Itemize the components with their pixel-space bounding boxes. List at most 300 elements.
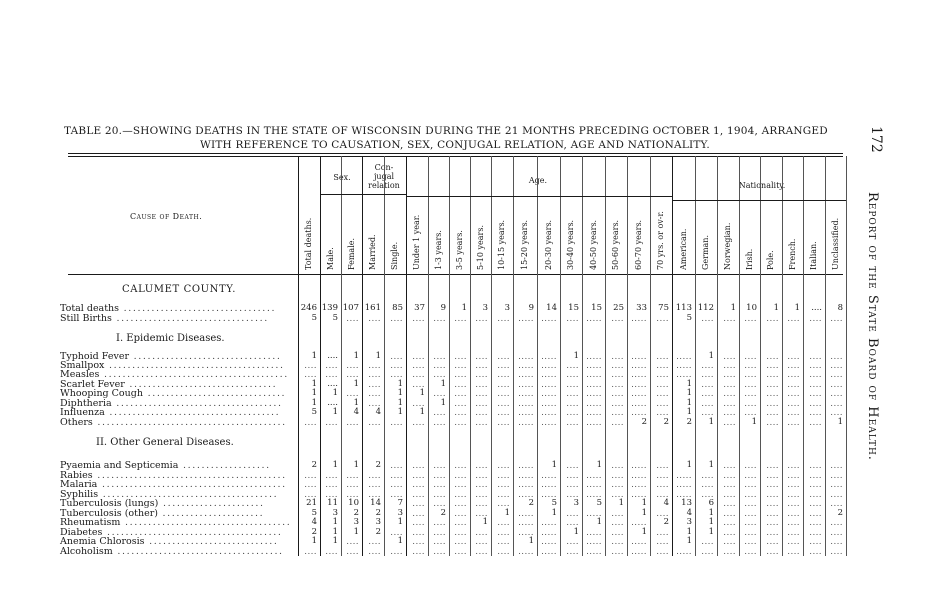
- header-rule-top2: [68, 156, 843, 157]
- empty-cell: ....: [656, 399, 669, 408]
- empty-cell: ....: [809, 314, 822, 323]
- empty-cell: ....: [433, 537, 446, 546]
- empty-cell: ....: [723, 380, 736, 389]
- column-header: 10-15 years.: [497, 219, 506, 270]
- empty-cell: ....: [611, 509, 624, 518]
- empty-cell: .....: [631, 537, 647, 546]
- row-label-text: Scarlet Fever: [60, 379, 125, 390]
- empty-cell: .....: [586, 408, 602, 417]
- row-label-text: Smallpox: [60, 360, 105, 371]
- empty-cell: ....: [766, 537, 779, 546]
- table-cell: 1: [397, 407, 403, 417]
- empty-cell: .....: [518, 471, 534, 480]
- empty-cell: ....: [368, 389, 381, 398]
- empty-cell: ....: [566, 537, 579, 546]
- empty-cell: ....: [475, 389, 488, 398]
- empty-cell: .....: [586, 314, 602, 323]
- age-group-header: Age.: [528, 176, 548, 185]
- empty-cell: ....: [809, 471, 822, 480]
- empty-cell: ....: [497, 461, 510, 470]
- empty-cell: ....: [497, 547, 510, 556]
- conjugal-group-header: Con- jugal relation: [368, 163, 400, 190]
- empty-cell: .....: [631, 480, 647, 489]
- empty-cell: ....: [830, 361, 843, 370]
- table-title-line1: TABLE 20.—SHOWING DEATHS IN THE STATE OF WISCONSIN DURING THE 21 MONTHS PRECEDING OCTOBER 1, 1904, ARRANGED: [64, 125, 828, 137]
- table-cell: 1: [686, 407, 692, 417]
- empty-cell: ....: [566, 490, 579, 499]
- empty-cell: ....: [656, 370, 669, 379]
- table-cell: 1: [397, 388, 403, 398]
- empty-cell: ....: [325, 361, 338, 370]
- table-cell: 5: [551, 498, 557, 508]
- table-cell: 11: [327, 498, 338, 508]
- empty-cell: ....: [346, 547, 359, 556]
- table-cell: ....: [327, 351, 338, 361]
- empty-cell: .....: [631, 389, 647, 398]
- row-label-text: Tuberculosis (other): [60, 508, 158, 519]
- column-header: Male.: [325, 247, 335, 270]
- empty-cell: ....: [830, 314, 843, 323]
- empty-cell: .....: [586, 537, 602, 546]
- column-header: Pole.: [766, 250, 775, 270]
- leader-dots: ......................: [158, 498, 265, 509]
- empty-cell: ....: [744, 490, 757, 499]
- leader-dots: ......................................: [98, 489, 279, 500]
- column-header: Irish.: [744, 248, 754, 270]
- empty-cell: .....: [518, 389, 534, 398]
- empty-cell: ....: [611, 471, 624, 480]
- empty-cell: ....: [433, 361, 446, 370]
- empty-cell: ....: [368, 314, 381, 323]
- empty-cell: ....: [766, 370, 779, 379]
- empty-cell: ....: [809, 537, 822, 546]
- table-cell: 1: [397, 536, 403, 546]
- empty-cell: ....: [656, 537, 669, 546]
- column-header: Married.: [368, 234, 377, 270]
- row-label-text: Diabetes: [60, 527, 103, 538]
- empty-cell: ....: [656, 361, 669, 370]
- column-header: 50-60 years.: [611, 219, 620, 270]
- empty-cell: .....: [541, 537, 557, 546]
- empty-cell: ....: [611, 480, 624, 489]
- empty-cell: ....: [701, 389, 714, 398]
- empty-cell: ....: [325, 471, 338, 480]
- empty-cell: ....: [475, 314, 488, 323]
- column-header: Italian.: [809, 241, 818, 270]
- column-header: German.: [701, 235, 710, 270]
- empty-cell: ....: [744, 408, 757, 417]
- empty-cell: ....: [475, 528, 488, 537]
- empty-cell: ....: [701, 480, 714, 489]
- column-header: American.: [678, 228, 688, 270]
- empty-cell: ....: [744, 361, 757, 370]
- table-cell: 2: [528, 498, 534, 508]
- empty-cell: ....: [368, 537, 381, 546]
- empty-cell: .....: [518, 509, 534, 518]
- row-label-text: Whooping Cough: [60, 388, 143, 399]
- empty-cell: ....: [809, 380, 822, 389]
- table-cell: 1: [375, 351, 381, 361]
- empty-cell: ....: [390, 352, 403, 361]
- empty-cell: ....: [744, 380, 757, 389]
- table-cell: 1: [419, 388, 425, 398]
- empty-cell: ....: [787, 389, 800, 398]
- empty-cell: ....: [304, 490, 317, 499]
- table-cell: 7: [397, 498, 403, 508]
- column-header: 20-30 years.: [543, 219, 553, 270]
- table-cell: 1: [596, 517, 602, 527]
- column-header: French.: [787, 238, 797, 270]
- empty-cell: ....: [787, 361, 800, 370]
- table-cell: ....: [327, 398, 338, 408]
- empty-cell: ....: [723, 518, 736, 527]
- empty-cell: ....: [433, 408, 446, 417]
- cause-of-death-header: Cause of Death.: [130, 212, 203, 221]
- empty-cell: ....: [830, 547, 843, 556]
- row-label-text: Rabies: [60, 470, 93, 481]
- sex-group-header: Sex.: [333, 173, 351, 182]
- empty-cell: ....: [368, 399, 381, 408]
- table-cell: 161: [364, 303, 381, 313]
- table-cell: 1: [573, 527, 579, 537]
- empty-cell: .....: [676, 352, 692, 361]
- empty-cell: ....: [412, 418, 425, 427]
- empty-cell: .....: [518, 480, 534, 489]
- empty-cell: .....: [541, 380, 557, 389]
- leader-dots: ....................................: [111, 398, 283, 409]
- table-cell: 33: [636, 303, 647, 313]
- empty-cell: ....: [475, 490, 488, 499]
- group-rule: [406, 196, 672, 197]
- table-title-line2: WITH REFERENCE TO CAUSATION, SEX, CONJUGAL RELATION, AGE AND NATIONALITY.: [200, 139, 710, 151]
- empty-cell: .....: [676, 490, 692, 499]
- empty-cell: .....: [586, 370, 602, 379]
- table-cell: 2: [686, 417, 692, 427]
- table-cell: 1: [311, 351, 317, 361]
- empty-cell: ....: [497, 370, 510, 379]
- empty-cell: ....: [390, 480, 403, 489]
- empty-cell: ....: [454, 361, 467, 370]
- empty-cell: ....: [809, 399, 822, 408]
- empty-cell: ....: [433, 418, 446, 427]
- column-header: Single.: [390, 241, 399, 270]
- empty-cell: ....: [766, 499, 779, 508]
- empty-cell: ....: [454, 528, 467, 537]
- empty-cell: .....: [586, 399, 602, 408]
- table-cell: 1: [837, 417, 843, 427]
- empty-cell: ....: [744, 518, 757, 527]
- empty-cell: .....: [631, 314, 647, 323]
- column-header: Under 1 year.: [412, 214, 421, 270]
- empty-cell: .....: [518, 352, 534, 361]
- table-cell: 1: [686, 388, 692, 398]
- empty-cell: ....: [475, 361, 488, 370]
- empty-cell: .....: [541, 408, 557, 417]
- table-cell: 4: [311, 517, 317, 527]
- empty-cell: ....: [497, 528, 510, 537]
- leader-dots: ........................................: [99, 369, 289, 380]
- table-cell: 2: [641, 417, 647, 427]
- table-cell: 1: [440, 379, 446, 389]
- leader-dots: .........................................: [92, 470, 287, 481]
- column-header: Unclassified.: [830, 217, 840, 270]
- table-cell: 1: [686, 398, 692, 408]
- empty-cell: ....: [454, 471, 467, 480]
- table-cell: 3: [573, 498, 579, 508]
- empty-cell: .....: [676, 480, 692, 489]
- table-cell: 1: [528, 536, 534, 546]
- header-rule-top: [68, 153, 843, 154]
- leader-dots: .....................................: [104, 407, 281, 418]
- table-cell: 1: [332, 536, 338, 546]
- table-cell: 1: [311, 379, 317, 389]
- section-epidemic: I. Epidemic Diseases.: [116, 333, 225, 344]
- leader-dots: ................................: [124, 379, 278, 390]
- empty-cell: .....: [541, 418, 557, 427]
- empty-cell: ....: [497, 380, 510, 389]
- empty-cell: ....: [787, 499, 800, 508]
- section-general: II. Other General Diseases.: [96, 437, 234, 448]
- empty-cell: .....: [631, 370, 647, 379]
- empty-cell: ....: [830, 537, 843, 546]
- table-cell: ....: [327, 379, 338, 389]
- table-cell: 3: [332, 508, 338, 518]
- empty-cell: ....: [566, 380, 579, 389]
- column-header: Total deaths.: [304, 217, 313, 270]
- empty-cell: ....: [744, 399, 757, 408]
- table-cell: 2: [375, 527, 381, 537]
- table-cell: 1: [708, 351, 714, 361]
- empty-cell: ....: [809, 490, 822, 499]
- table-cell: 1: [641, 508, 647, 518]
- empty-cell: ....: [723, 314, 736, 323]
- empty-cell: ....: [390, 361, 403, 370]
- empty-cell: ....: [701, 361, 714, 370]
- leader-dots: .................................: [119, 303, 277, 314]
- empty-cell: ....: [723, 480, 736, 489]
- empty-cell: ....: [611, 537, 624, 546]
- row-label: [60, 518, 291, 527]
- empty-cell: ....: [766, 490, 779, 499]
- table-cell: 8: [837, 303, 843, 313]
- empty-cell: ....: [744, 499, 757, 508]
- empty-cell: ....: [566, 399, 579, 408]
- empty-cell: ....: [566, 461, 579, 470]
- empty-cell: ....: [412, 461, 425, 470]
- empty-cell: ....: [744, 480, 757, 489]
- empty-cell: ....: [454, 518, 467, 527]
- empty-cell: ....: [723, 490, 736, 499]
- empty-cell: ....: [433, 461, 446, 470]
- empty-cell: ....: [787, 547, 800, 556]
- empty-cell: ....: [656, 461, 669, 470]
- row-label: [60, 314, 269, 323]
- empty-cell: ....: [454, 490, 467, 499]
- empty-cell: ....: [346, 490, 359, 499]
- empty-cell: ....: [766, 408, 779, 417]
- group-rule: [320, 194, 406, 195]
- empty-cell: ....: [809, 547, 822, 556]
- empty-cell: .....: [518, 408, 534, 417]
- table-cell: 1: [730, 303, 736, 313]
- empty-cell: ....: [454, 389, 467, 398]
- empty-cell: ....: [787, 370, 800, 379]
- empty-cell: .....: [631, 361, 647, 370]
- table-cell: 139: [321, 303, 338, 313]
- empty-cell: ....: [744, 471, 757, 480]
- table-cell: 1: [573, 351, 579, 361]
- empty-cell: ....: [723, 389, 736, 398]
- empty-cell: ....: [611, 361, 624, 370]
- table-cell: 4: [686, 508, 692, 518]
- table-cell: 1: [311, 536, 317, 546]
- empty-cell: ....: [368, 471, 381, 480]
- empty-cell: ....: [325, 370, 338, 379]
- empty-cell: ....: [566, 389, 579, 398]
- empty-cell: ....: [433, 547, 446, 556]
- empty-cell: ....: [611, 389, 624, 398]
- empty-cell: .....: [541, 518, 557, 527]
- empty-cell: ....: [656, 480, 669, 489]
- empty-cell: ....: [723, 352, 736, 361]
- empty-cell: .....: [586, 490, 602, 499]
- empty-cell: ....: [744, 461, 757, 470]
- empty-cell: .....: [631, 471, 647, 480]
- table-cell: 107: [342, 303, 359, 313]
- empty-cell: .....: [518, 361, 534, 370]
- empty-cell: ....: [368, 370, 381, 379]
- empty-cell: ....: [566, 547, 579, 556]
- table-cell: 2: [440, 508, 446, 518]
- empty-cell: ....: [830, 461, 843, 470]
- column-header: 30-40 years.: [566, 219, 575, 270]
- leader-dots: ....................................: [120, 517, 292, 528]
- empty-cell: ....: [766, 509, 779, 518]
- empty-cell: ....: [433, 490, 446, 499]
- empty-cell: ....: [611, 314, 624, 323]
- empty-cell: ....: [475, 380, 488, 389]
- empty-cell: .....: [676, 361, 692, 370]
- empty-cell: .....: [518, 370, 534, 379]
- empty-cell: ....: [701, 537, 714, 546]
- table-cell: 112: [697, 303, 714, 313]
- empty-cell: ....: [723, 528, 736, 537]
- empty-cell: ....: [497, 471, 510, 480]
- empty-cell: ....: [346, 314, 359, 323]
- empty-cell: ....: [809, 499, 822, 508]
- empty-cell: .....: [541, 490, 557, 499]
- empty-cell: ....: [809, 370, 822, 379]
- empty-cell: ....: [723, 370, 736, 379]
- empty-cell: ....: [454, 537, 467, 546]
- empty-cell: ....: [701, 399, 714, 408]
- row-label-text: Pyaemia and Septicemia: [60, 460, 179, 471]
- empty-cell: ....: [656, 490, 669, 499]
- empty-cell: ....: [656, 509, 669, 518]
- table-cell: 3: [482, 303, 488, 313]
- empty-cell: ....: [566, 509, 579, 518]
- empty-cell: .....: [586, 528, 602, 537]
- empty-cell: ....: [723, 461, 736, 470]
- table-cell: 1: [397, 517, 403, 527]
- empty-cell: ....: [390, 547, 403, 556]
- leader-dots: ................................: [129, 351, 282, 362]
- table-cell: 1: [708, 417, 714, 427]
- table-cell: 1: [504, 508, 510, 518]
- table-cell: 1: [419, 407, 425, 417]
- empty-cell: ....: [566, 418, 579, 427]
- column-header: 70 yrs. or ov-r.: [656, 211, 665, 270]
- empty-cell: ....: [744, 547, 757, 556]
- empty-cell: ....: [304, 480, 317, 489]
- empty-cell: .....: [541, 471, 557, 480]
- empty-cell: .....: [541, 389, 557, 398]
- empty-cell: ....: [787, 518, 800, 527]
- empty-cell: ....: [454, 408, 467, 417]
- empty-cell: ....: [412, 499, 425, 508]
- empty-cell: ....: [566, 480, 579, 489]
- empty-cell: ....: [787, 509, 800, 518]
- empty-cell: ....: [701, 408, 714, 417]
- empty-cell: ....: [809, 352, 822, 361]
- running-head: Report of the State Board of Health.: [865, 192, 880, 461]
- empty-cell: ....: [497, 389, 510, 398]
- empty-cell: ....: [433, 352, 446, 361]
- empty-cell: ....: [830, 399, 843, 408]
- empty-cell: ....: [497, 537, 510, 546]
- table-cell: 3: [686, 517, 692, 527]
- empty-cell: ....: [304, 471, 317, 480]
- table-cell: 1: [482, 517, 488, 527]
- empty-cell: ....: [787, 490, 800, 499]
- empty-cell: ....: [766, 528, 779, 537]
- empty-cell: ....: [723, 547, 736, 556]
- empty-cell: ....: [304, 361, 317, 370]
- empty-cell: ....: [433, 389, 446, 398]
- empty-cell: ....: [744, 389, 757, 398]
- table-cell: 1: [641, 498, 647, 508]
- empty-cell: ....: [390, 528, 403, 537]
- row-label-text: Still Births: [60, 313, 112, 324]
- table-cell: 2: [663, 517, 669, 527]
- table-cell: 1: [353, 351, 359, 361]
- empty-cell: ....: [656, 471, 669, 480]
- leader-dots: ..............................: [142, 388, 287, 399]
- empty-cell: ....: [766, 418, 779, 427]
- empty-cell: ....: [475, 499, 488, 508]
- empty-cell: ....: [787, 418, 800, 427]
- table-cell: 2: [311, 460, 317, 470]
- table-cell: 15: [568, 303, 579, 313]
- row-label-text: Typhoid Fever: [60, 351, 129, 362]
- table-cell: 9: [440, 303, 446, 313]
- empty-cell: ....: [830, 480, 843, 489]
- county-name: CALUMET COUNTY.: [122, 284, 236, 295]
- row-label: [60, 499, 265, 508]
- empty-cell: ....: [346, 361, 359, 370]
- table-cell: 85: [392, 303, 403, 313]
- empty-cell: ....: [701, 380, 714, 389]
- empty-cell: ....: [433, 471, 446, 480]
- empty-cell: .....: [518, 380, 534, 389]
- empty-cell: ....: [454, 509, 467, 518]
- nationality-group-header: Nationality.: [738, 181, 786, 190]
- table-cell: 1: [353, 398, 359, 408]
- row-label-text: Malaria: [60, 479, 98, 490]
- empty-cell: ....: [497, 480, 510, 489]
- empty-cell: ....: [475, 461, 488, 470]
- empty-cell: ....: [744, 370, 757, 379]
